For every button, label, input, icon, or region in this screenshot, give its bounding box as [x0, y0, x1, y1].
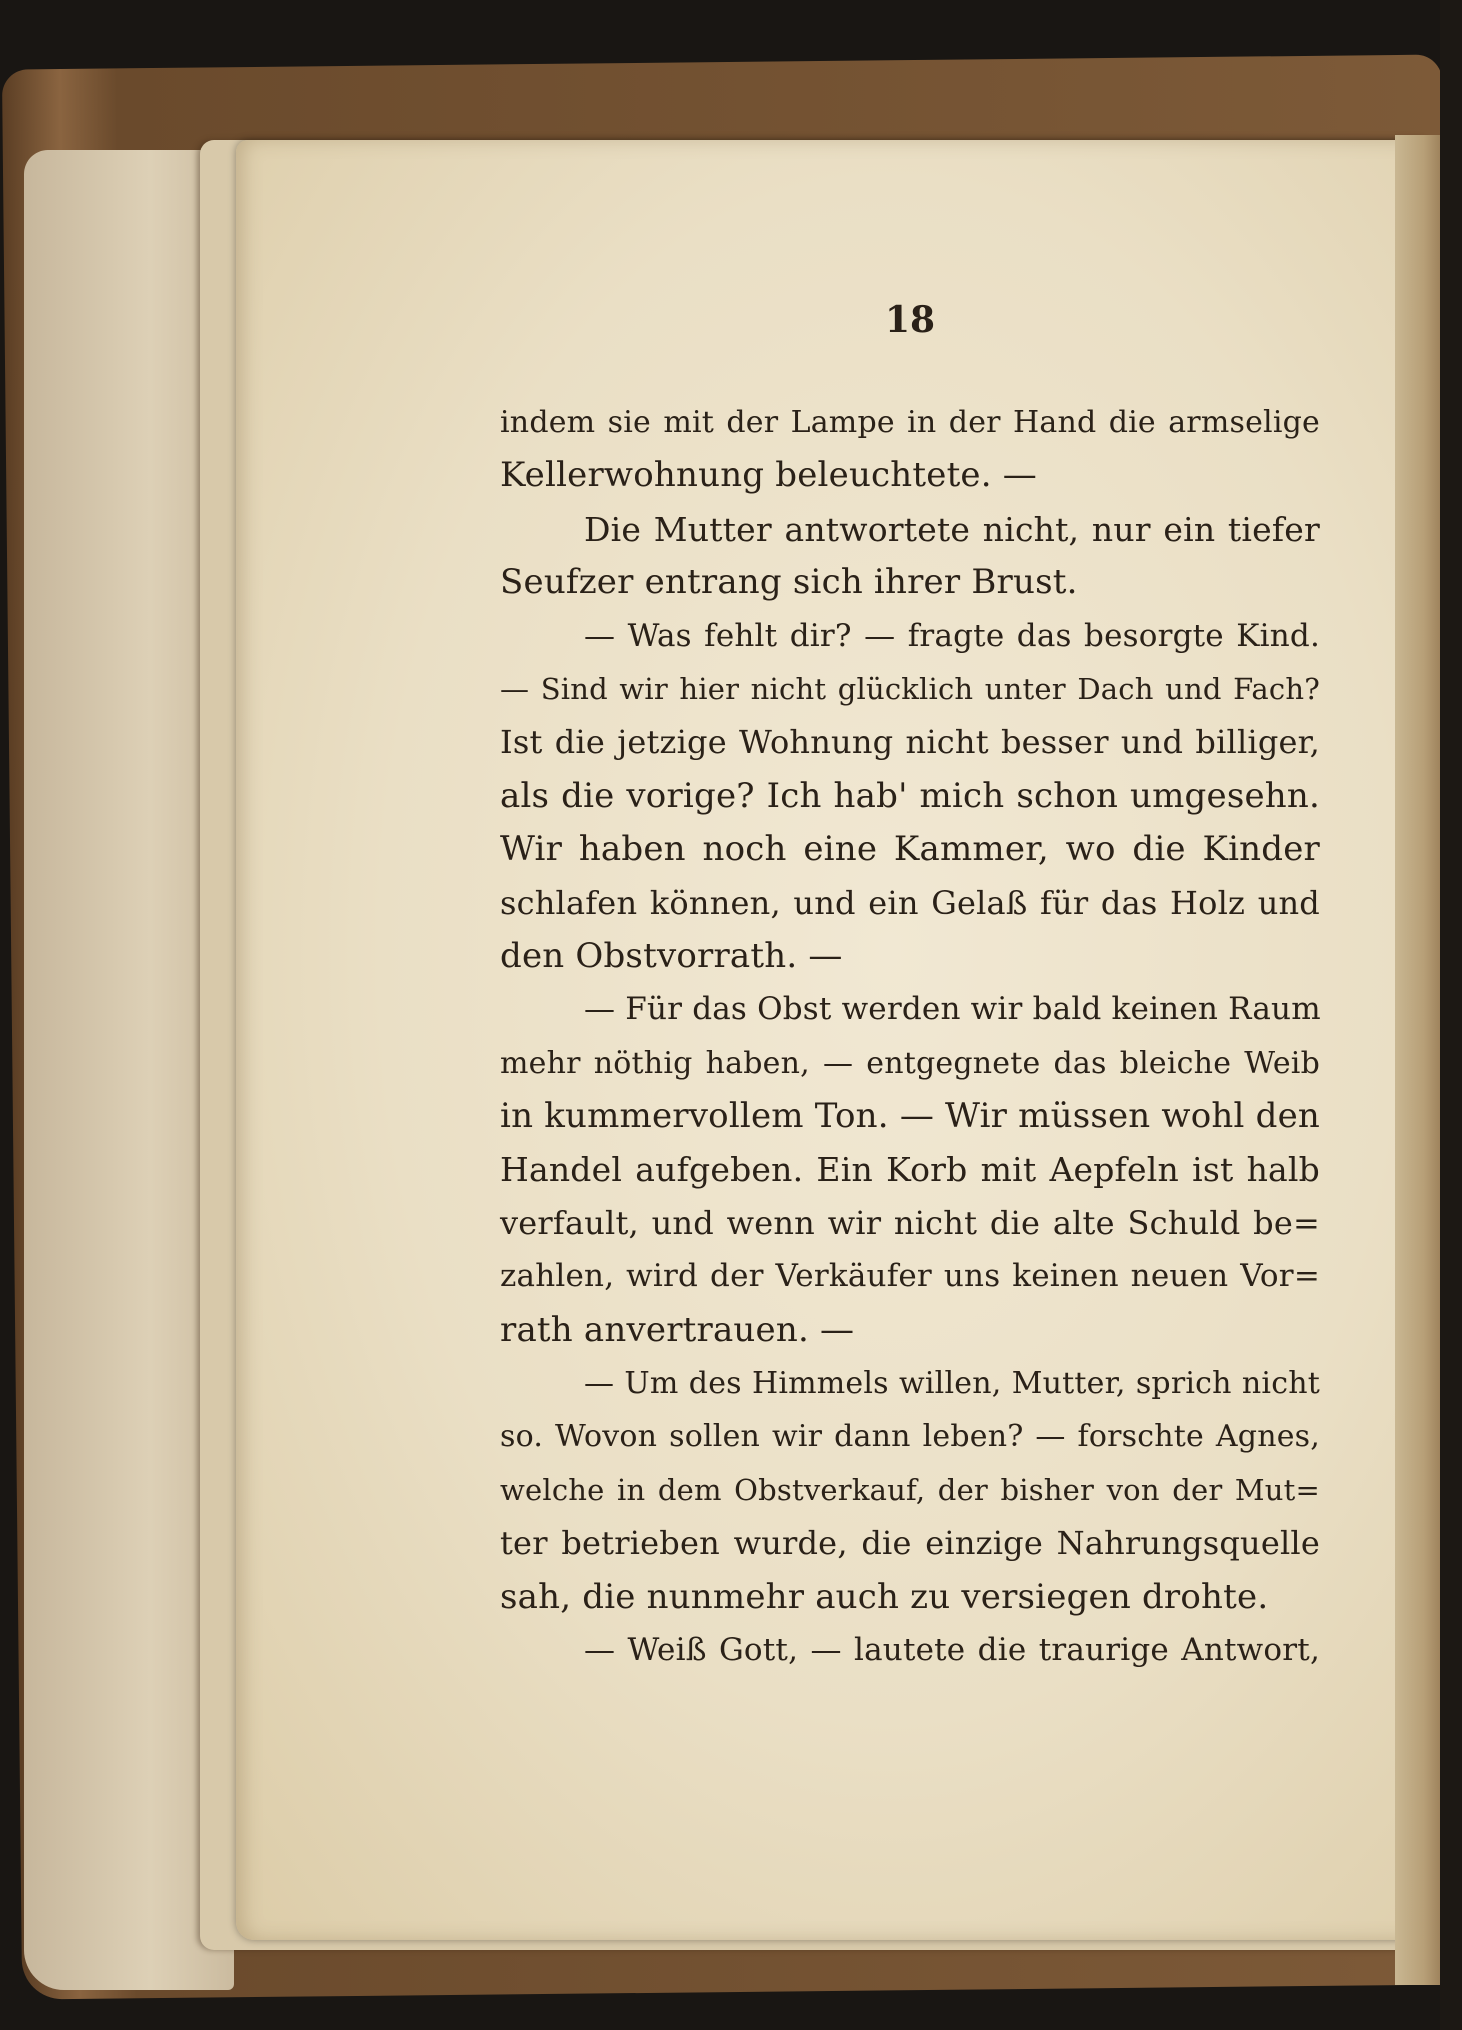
text-line: indem sie mit der Lampe in der Hand die armselige	[500, 405, 1320, 440]
text-line: — Um des Himmels willen, Mutter, sprich nicht	[584, 1366, 1320, 1402]
scan-border	[1440, 0, 1462, 2030]
text-line: Ist die jetzige Wohnung nicht besser und billiger,	[500, 723, 1320, 762]
text-line: Die Mutter antwortete nicht, nur ein tiefer	[584, 509, 1320, 549]
text-line: den Obstvorrath. —	[500, 935, 843, 976]
text-line: schlafen können, und ein Gelaß für das Holz und	[500, 883, 1320, 922]
text-line: — Was fehlt dir? — fragte das besorgte Kind.	[584, 617, 1320, 654]
text-line: Seufzer entrang sich ihrer Brust.	[500, 562, 1078, 603]
text-line: ter betrieben wurde, die einzige Nahrungsquelle	[500, 1524, 1320, 1563]
text-line: — Für das Obst werden wir bald keinen Raum	[584, 991, 1321, 1028]
text-line: rath anvertrauen. —	[500, 1309, 855, 1350]
text-line: zahlen, wird der Verkäufer uns keinen neuen Vor=	[500, 1258, 1320, 1295]
text-line: sah, die nunmehr auch zu versiegen drohte.	[500, 1576, 1269, 1617]
text-line: verfault, und wenn wir nicht die alte Schuld be=	[500, 1203, 1320, 1242]
text-line: — Sind wir hier nicht glücklich unter Dach und Fach?	[500, 671, 1320, 706]
page-body	[500, 396, 1320, 1677]
text-line: Kellerwohnung beleuchtete. —	[500, 455, 1037, 496]
text-line: — Weiß Gott, — lautete die traurige Antwort,	[584, 1631, 1320, 1668]
page-number: 18	[884, 299, 936, 341]
text-line: Handel aufgeben. Ein Korb mit Aepfeln ist halb	[500, 1150, 1320, 1190]
text-line: welche in dem Obstverkauf, der bisher von der Mut=	[500, 1472, 1320, 1507]
text-line: so. Wovon sollen wir dann leben? — forschte Agnes,	[500, 1419, 1320, 1455]
text-line: als die vorige? Ich hab' mich schon umgesehn.	[500, 775, 1320, 816]
text-line: in kummervollem Ton. — Wir müssen wohl den	[500, 1096, 1320, 1137]
text-line: mehr nöthig haben, — entgegnete das bleiche Weib	[500, 1045, 1320, 1081]
text-line: Wir haben noch eine Kammer, wo die Kinder	[500, 829, 1320, 870]
